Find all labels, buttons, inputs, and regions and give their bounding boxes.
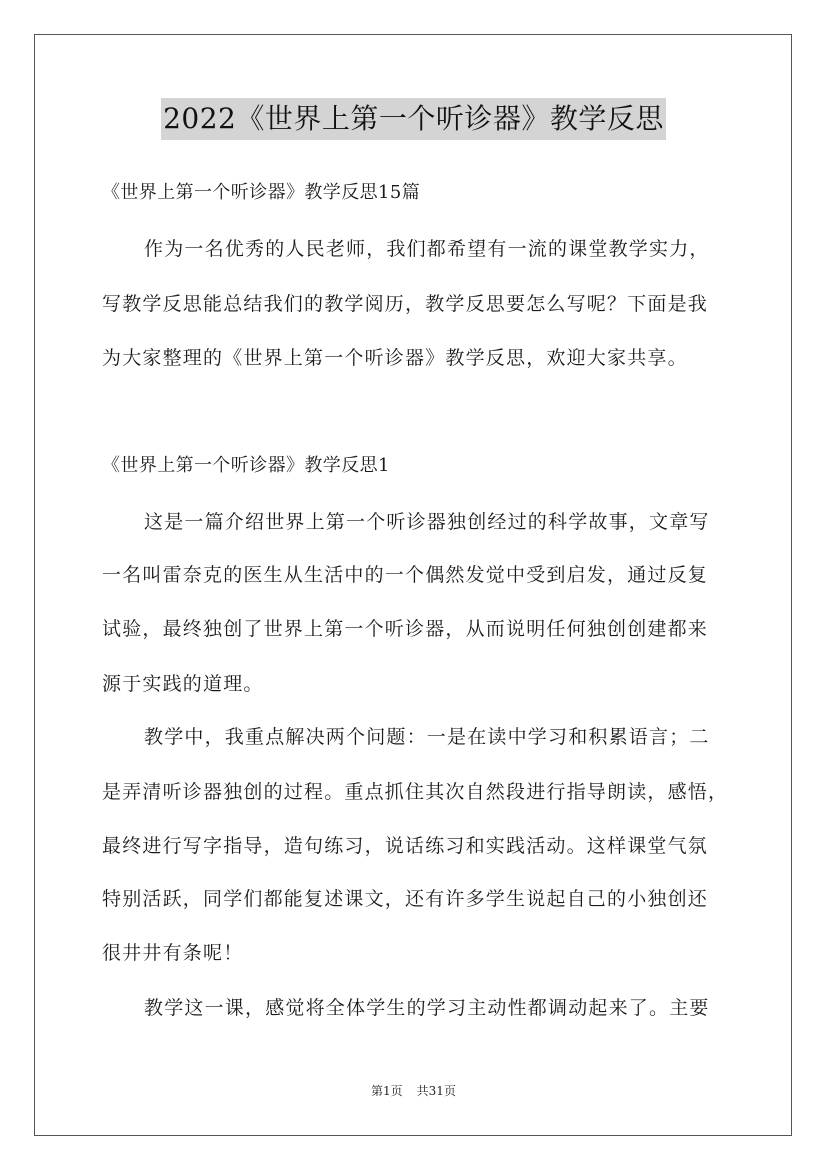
para2-line-1: 教学中，我重点解决两个问题：一是在读中学习和积累语言；二 [144,726,710,748]
para1-line-1: 这是一篇介绍世界上第一个听诊器独创经过的科学故事，文章写 [144,511,710,533]
para1-line-2: 一名叫雷奈克的医生从生活中的一个偶然发觉中受到启发，通过反复 [102,564,709,586]
para2-line-2: 是弄清听诊器独创的过程。重点抓住其次自然段进行指导朗读，感悟， [102,781,729,803]
page-footer [0,1083,827,1099]
page-total: 共31页 [416,1084,456,1098]
page-number: 第1页 [371,1084,403,1098]
title-block [0,98,827,140]
intro-line-2: 写教学反思能总结我们的教学阅历，教学反思要怎么写呢？下面是我 [102,293,709,315]
para1-line-4: 源于实践的道理。 [102,673,264,695]
section-heading: 《世界上第一个听诊器》教学反思1 [102,455,390,476]
document-title: 2022《世界上第一个听诊器》教学反思 [161,98,666,140]
para2-line-4: 特别活跃，同学们都能复述课文，还有许多学生说起自己的小独创还 [102,888,709,910]
para3-line-1: 教学这一课，感觉将全体学生的学习主动性都调动起来了。主要 [144,997,710,1019]
para2-line-5: 很井井有条呢！ [102,942,244,964]
intro-line-3: 为大家整理的《世界上第一个听诊器》教学反思，欢迎大家共享。 [102,347,688,369]
document-subtitle: 《世界上第一个听诊器》教学反思15篇 [102,182,421,203]
intro-line-1: 作为一名优秀的人民老师，我们都希望有一流的课堂教学实力， [144,238,710,260]
para2-line-3: 最终进行写字指导，造句练习，说话练习和实践活动。这样课堂气氛 [102,835,709,857]
para1-line-3: 试验，最终独创了世界上第一个听诊器，从而说明任何独创创建都来 [102,618,709,640]
